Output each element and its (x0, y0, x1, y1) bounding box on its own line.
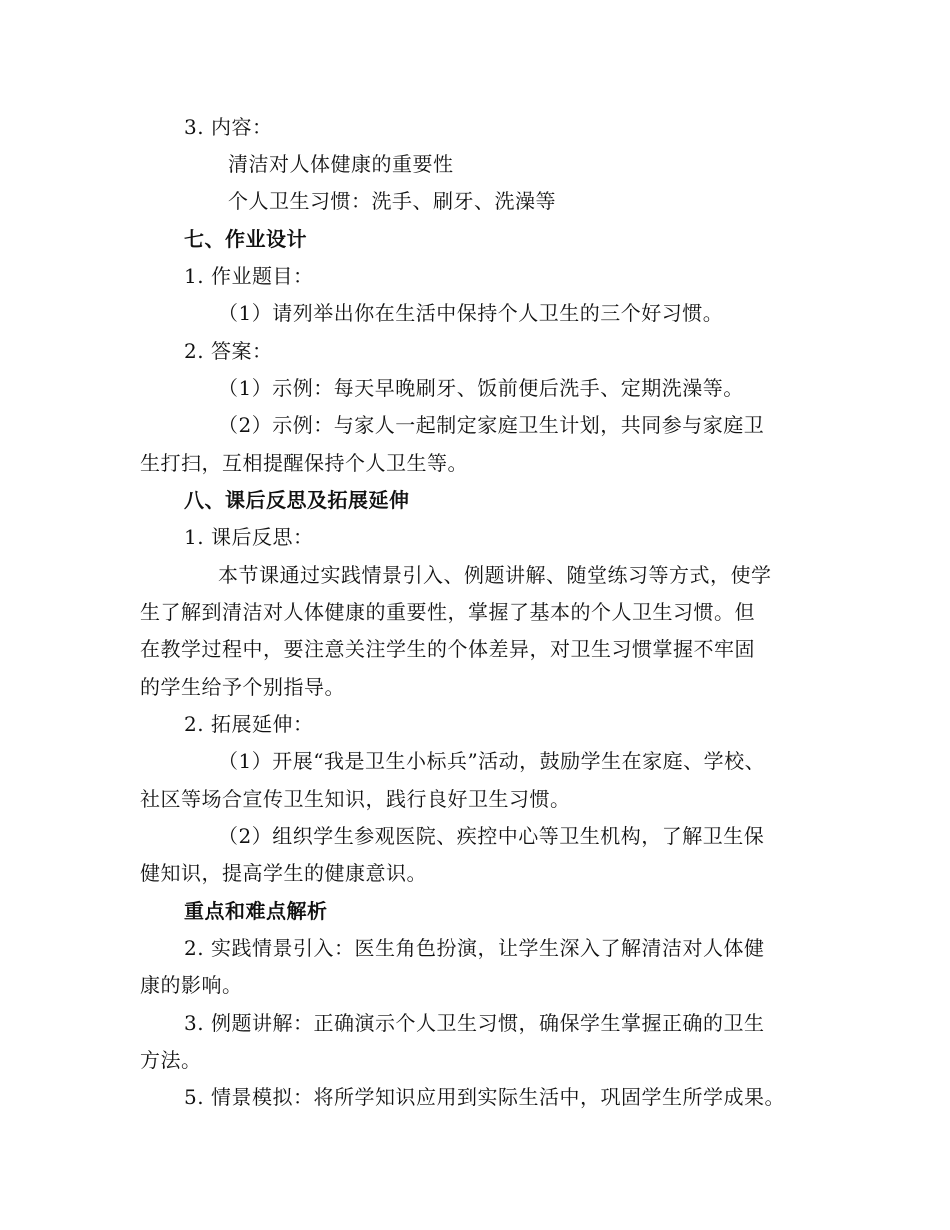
analysis-line: 方法。 (140, 1048, 202, 1072)
analysis-line: 康的影响。 (140, 973, 243, 997)
reflection-line: 生了解到清洁对人体健康的重要性，掌握了基本的个人卫生习惯。但 (140, 600, 755, 624)
extension-line: （2）组织学生参观医院、疾控中心等卫生机构，了解卫生保 (218, 824, 765, 848)
analysis-line: 2. 实践情景引入：医生角色扮演，让学生深入了解清洁对人体健 (184, 936, 765, 960)
analysis-line: 5. 情景模拟：将所学知识应用到实际生活中，巩固学生所学成果。 (184, 1085, 785, 1109)
content-line: 清洁对人体健康的重要性 (228, 152, 454, 176)
analysis-line: 3. 例题讲解：正确演示个人卫生习惯，确保学生掌握正确的卫生 (184, 1011, 765, 1035)
section-heading: 七、作业设计 (184, 227, 307, 251)
content-line: 个人卫生习惯：洗手、刷牙、洗澡等 (228, 189, 556, 213)
reflection-line: 本节课通过实践情景引入、例题讲解、随堂练习等方式，使学 (218, 563, 772, 587)
section-heading: 重点和难点解析 (184, 899, 328, 923)
reflection-line: 在教学过程中，要注意关注学生的个体差异，对卫生习惯掌握不牢固 (140, 637, 755, 661)
extension-line: 社区等场合宣传卫生知识，践行良好卫生习惯。 (140, 787, 571, 811)
extension-line: 健知识，提高学生的健康意识。 (140, 861, 427, 885)
extension-label: 2. 拓展延伸： (184, 712, 314, 736)
extension-line: （1）开展“我是卫生小标兵”活动，鼓励学生在家庭、学校、 (218, 749, 766, 773)
homework-question: （1）请列举出你在生活中保持个人卫生的三个好习惯。 (218, 301, 724, 325)
section-heading: 八、课后反思及拓展延伸 (184, 488, 410, 512)
homework-label: 1. 作业题目： (184, 264, 314, 288)
content-item-label: 3. 内容： (184, 115, 273, 139)
answer-line: （2）示例：与家人一起制定家庭卫生计划，共同参与家庭卫 (218, 413, 765, 437)
answer-label: 2. 答案： (184, 339, 273, 363)
reflection-line: 的学生给予个别指导。 (140, 675, 345, 699)
answer-line: 生打扫，互相提醒保持个人卫生等。 (140, 451, 468, 475)
reflection-label: 1. 课后反思： (184, 525, 314, 549)
answer-line: （1）示例：每天早晚刷牙、饭前便后洗手、定期洗澡等。 (218, 376, 744, 400)
